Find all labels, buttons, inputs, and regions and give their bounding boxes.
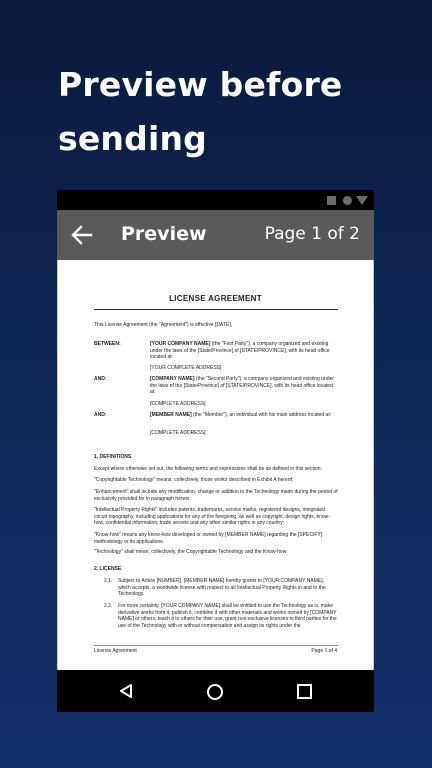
page-title: Preview <box>121 223 207 245</box>
definitions-p4: "Intellectual Property Rights" includes patents, trademarks, service marks, registered designs, integrated circuit topography, including applications for any of the foregoing, as well as copyright, design rights, know-how, confidential information, trade secrets and any other similar rights in any country; <box>94 507 330 527</box>
intro-text: This License Agreement (the "Agreement") is effective [DATE], <box>94 322 233 328</box>
and2-text <box>150 412 338 419</box>
definitions-p6: "Technology" shall mean, collectively, the Copyrightable Technology and the Know-how. <box>94 549 288 555</box>
definitions-p1: Except where otherwise set out, the following terms and expressions shall be as defined in this section: <box>94 466 322 472</box>
status-bar <box>57 190 374 210</box>
title-rule <box>94 309 338 310</box>
back-button[interactable] <box>69 223 95 247</box>
triangle-back-icon <box>119 683 133 699</box>
clause-2-1-text: Subject to Article [NUMBER], [MEMBER NAME] hereby grants to [YOUR COMPANY NAME], which accepts, a worldwide license with respect to all Intellectual Property Rights in and to the Technology. <box>118 578 326 598</box>
footer-right: Page 1 of 4 <box>311 648 337 654</box>
document-title: LICENSE AGREEMENT <box>169 294 262 303</box>
definitions-p3: "Enhancement" shall include any modification, change or addition to the Technology made during the period of exclusivity provided for in paragraph herein. <box>94 489 338 502</box>
and2-label: AND: <box>94 412 107 418</box>
square-status-icon <box>327 196 336 205</box>
square-recent-icon[interactable] <box>297 684 312 699</box>
clause-2-2-text: For more certainty, [YOUR COMPANY NAME] shall be entitled to use the Technology as is, make derivative works from it, publish it, combine it with other materials and works owned by [COMPANY NAME] or others, teach it to others for their use, grant non-exclusive licenses to third parties for the use of the Technology with or without compensation and assign its rights under the <box>118 603 337 629</box>
between-label: BETWEEN: <box>94 341 121 347</box>
footer-rule <box>94 645 338 646</box>
definitions-p2: "Copyrightable Technology" means, collectively, those works described in Exhibit A hereof; <box>94 477 294 483</box>
and1-text <box>150 376 338 396</box>
nav-back-button[interactable] <box>119 683 133 704</box>
document-page <box>58 260 373 670</box>
clause-2-2-number: 2.2. <box>104 603 113 609</box>
section-definitions-title: 1. DEFINITIONS <box>94 454 132 460</box>
and1-body: (the "Second Party"), a company organized and existing under the laws of the [State/Province] of [STATE/PROVINCE], with its head office located at: <box>150 376 335 396</box>
preview-area[interactable] <box>57 260 374 670</box>
clause-2-1-number: 2.1. <box>104 578 113 584</box>
circle-status-icon <box>343 196 352 205</box>
definitions-p5: "Know-how" means any know-how developed or owned by [MEMBER NAME] regarding the [SPECIFY] methodology or its applications. <box>94 532 323 545</box>
arrow-left-icon <box>69 223 95 247</box>
and1-address: [COMPLETE ADDRESS] <box>150 401 206 407</box>
headline: Preview before sending <box>58 65 343 158</box>
navigation-bar <box>57 670 374 712</box>
between-address: [YOUR COMPLETE ADDRESS] <box>150 365 222 371</box>
between-text <box>150 341 338 361</box>
circle-home-icon[interactable] <box>207 684 223 700</box>
between-body: (the "First Party"), a company organized and existing under the laws of the [State/Province] of [STATE/PROVINCE], with its head office located at: <box>150 341 330 361</box>
phone-frame <box>57 190 374 712</box>
triangle-status-icon <box>356 196 368 205</box>
section-license-title: 2. LICENSE <box>94 566 122 572</box>
between-company: [YOUR COMPANY NAME] <box>150 341 211 347</box>
and1-company: [COMPANY NAME] <box>150 376 195 382</box>
and2-member: [MEMBER NAME] <box>150 412 192 418</box>
and1-label: AND: <box>94 376 107 382</box>
app-bar <box>57 210 374 260</box>
page-indicator: Page 1 of 2 <box>264 224 360 244</box>
and2-address: [COMPLETE ADDRESS] <box>150 430 206 436</box>
and2-body: (the "Member"), an individual with his main address located at: <box>191 412 332 418</box>
footer-left: License Agreement <box>94 648 137 654</box>
